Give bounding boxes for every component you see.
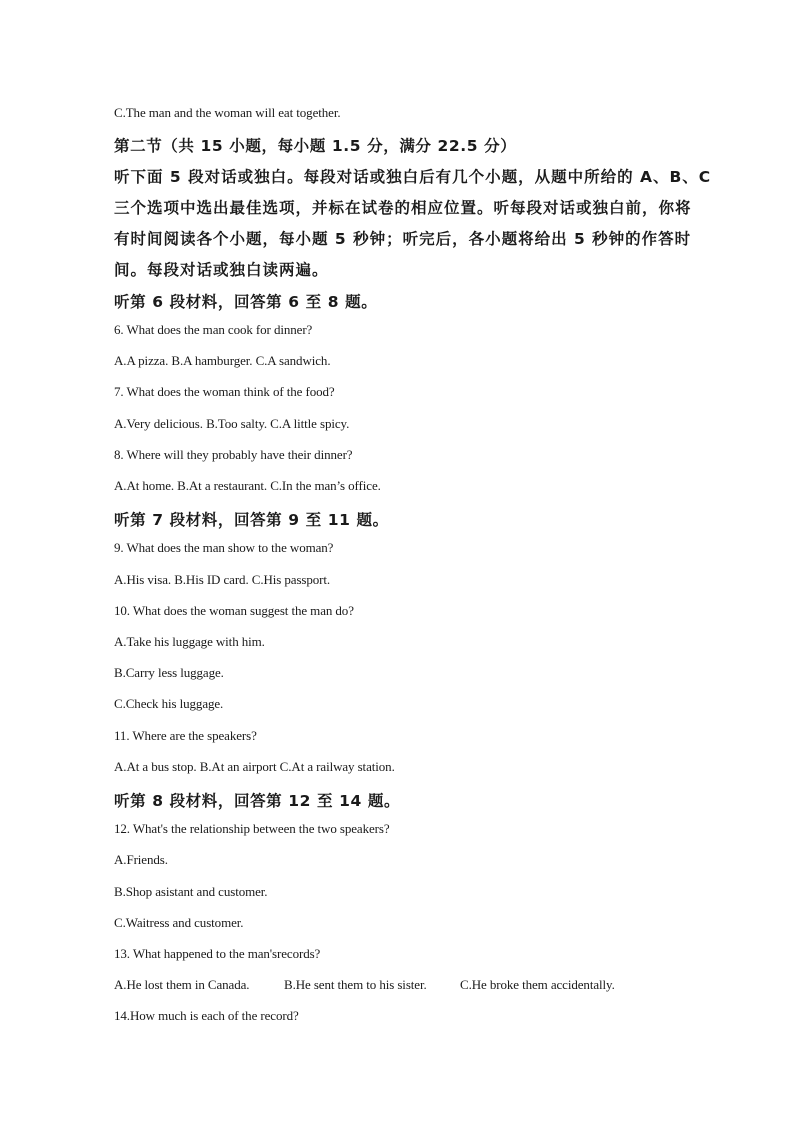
question-12-option-a: A.Friends. [114, 852, 168, 867]
question-10: 10. What does the woman suggest the man do? [114, 603, 354, 618]
question-10-option-a: A.Take his luggage with him. [114, 634, 265, 649]
material-6-heading: 听第 6 段材料，回答第 6 至 8 题。 [114, 293, 378, 311]
question-13-options [114, 977, 615, 993]
question-6-options: A.A pizza. B.A hamburger. C.A sandwich. [114, 353, 331, 368]
question-6: 6. What does the man cook for dinner? [114, 322, 313, 337]
instructions-line-2: 三个选项中选出最佳选项，并标在试卷的相应位置。听每段对话或独白前，你将 [114, 199, 692, 217]
question-13-option-a: A.He lost them in Canada. [114, 977, 250, 992]
question-9-options: A.His visa. B.His ID card. C.His passport. [114, 572, 331, 587]
question-9: 9. What does the man show to the woman? [114, 540, 334, 555]
q5-option-c: C.The man and the woman will eat together. [114, 105, 341, 120]
material-7-heading: 听第 7 段材料，回答第 9 至 11 题。 [114, 511, 389, 529]
question-14: 14.How much is each of the record? [114, 1008, 299, 1023]
material-8-heading: 听第 8 段材料，回答第 12 至 14 题。 [114, 792, 401, 810]
question-13-option-c: C.He broke them accidentally. [460, 977, 615, 992]
question-11-options: A.At a bus stop. B.At an airport C.At a railway station. [114, 759, 395, 774]
question-10-option-b: B.Carry less luggage. [114, 665, 224, 680]
question-12-option-b: B.Shop asistant and customer. [114, 884, 268, 899]
question-12: 12. What's the relationship between the two speakers? [114, 821, 390, 836]
instructions-line-1: 听下面 5 段对话或独白。每段对话或独白后有几个小题，从题中所给的 A、B、C [114, 168, 712, 186]
question-12-option-c: C.Waitress and customer. [114, 915, 244, 930]
question-7-options: A.Very delicious. B.Too salty. C.A little spicy. [114, 416, 350, 431]
question-8: 8. Where will they probably have their dinner? [114, 447, 353, 462]
question-11: 11. Where are the speakers? [114, 728, 257, 743]
section-2-heading: 第二节（共 15 小题，每小题 1.5 分，满分 22.5 分） [114, 137, 517, 155]
question-8-options: A.At home. B.At a restaurant. C.In the man’s office. [114, 478, 381, 493]
question-13: 13. What happened to the man'srecords? [114, 946, 321, 961]
question-10-option-c: C.Check his luggage. [114, 696, 224, 711]
question-7: 7. What does the woman think of the food? [114, 384, 335, 399]
question-13-option-b: B.He sent them to his sister. [284, 977, 427, 992]
instructions-line-3: 有时间阅读各个小题，每小题 5 秒钟；听完后，各小题将给出 5 秒钟的作答时 [114, 230, 692, 248]
instructions-line-4: 间。每段对话或独白读两遍。 [114, 261, 329, 279]
